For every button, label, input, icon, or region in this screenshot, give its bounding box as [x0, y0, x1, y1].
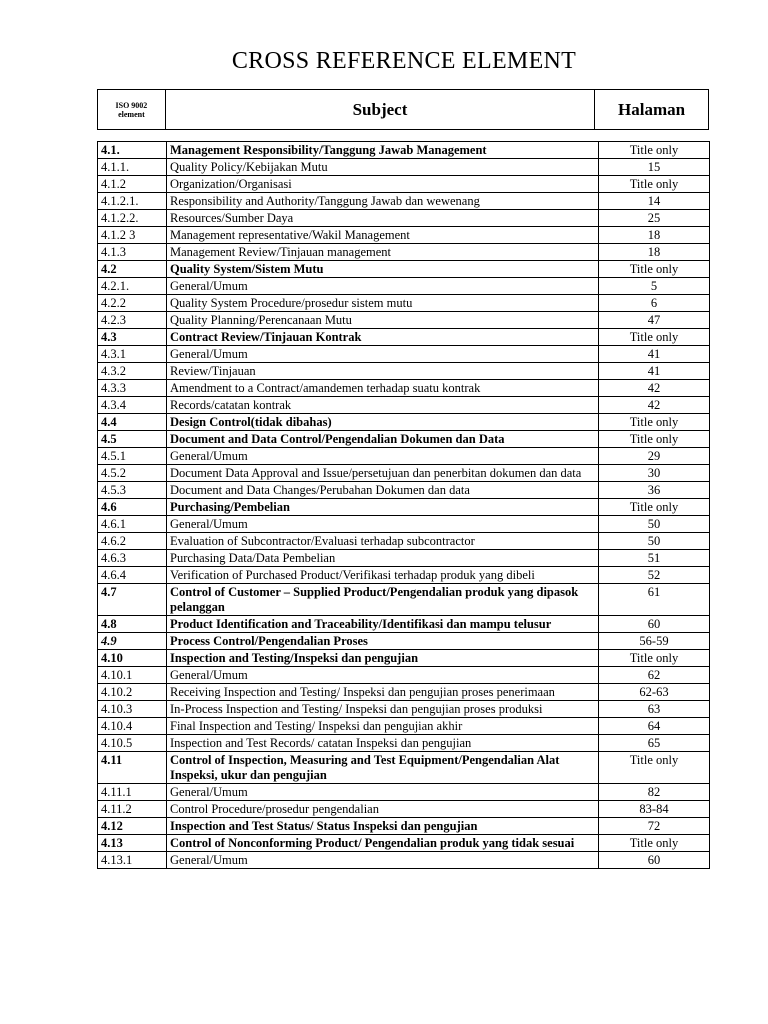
row-subject: Control Procedure/prosedur pengendalian	[167, 801, 599, 818]
row-page: 25	[599, 210, 710, 227]
row-number: 4.1.2 3	[98, 227, 167, 244]
row-number: 4.12	[98, 818, 167, 835]
row-number: 4.1.2.1.	[98, 193, 167, 210]
row-number: 4.3.4	[98, 397, 167, 414]
row-subject: Document and Data Control/Pengendalian Dokumen dan Data	[167, 431, 599, 448]
table-row	[98, 482, 710, 499]
row-subject: In-Process Inspection and Testing/ Inspeksi dan pengujian proses produksi	[167, 701, 599, 718]
header-page: Halaman	[595, 90, 709, 130]
header-subject: Subject	[165, 90, 594, 130]
table-row	[98, 852, 710, 869]
row-subject: Review/Tinjauan	[167, 363, 599, 380]
row-page: 42	[599, 397, 710, 414]
row-page: 50	[599, 533, 710, 550]
row-number: 4.6	[98, 499, 167, 516]
row-subject: Quality Policy/Kebijakan Mutu	[167, 159, 599, 176]
row-subject: Design Control(tidak dibahas)	[167, 414, 599, 431]
row-subject: Records/catatan kontrak	[167, 397, 599, 414]
row-number: 4.6.3	[98, 550, 167, 567]
row-page: 62-63	[599, 684, 710, 701]
row-page: Title only	[599, 835, 710, 852]
row-page: 5	[599, 278, 710, 295]
row-page: 52	[599, 567, 710, 584]
row-page: 56-59	[599, 633, 710, 650]
row-page: Title only	[599, 499, 710, 516]
row-subject: General/Umum	[167, 852, 599, 869]
row-number: 4.1.3	[98, 244, 167, 261]
row-page: 60	[599, 616, 710, 633]
row-number: 4.9	[98, 633, 167, 650]
table-row	[98, 718, 710, 735]
table-row	[98, 784, 710, 801]
row-number: 4.2.2	[98, 295, 167, 312]
table-row	[98, 193, 710, 210]
row-subject: Document and Data Changes/Perubahan Dokumen dan data	[167, 482, 599, 499]
table-row	[98, 261, 710, 278]
row-subject: Resources/Sumber Daya	[167, 210, 599, 227]
table-row	[98, 735, 710, 752]
table-row	[98, 616, 710, 633]
row-page: 51	[599, 550, 710, 567]
table-row	[98, 684, 710, 701]
row-subject: Document Data Approval and Issue/persetujuan dan penerbitan dokumen dan data	[167, 465, 599, 482]
row-page: Title only	[599, 142, 710, 159]
table-row	[98, 414, 710, 431]
table-row	[98, 633, 710, 650]
row-number: 4.3.1	[98, 346, 167, 363]
header-element-line1: ISO 9002	[115, 100, 148, 110]
table-row	[98, 465, 710, 482]
row-subject: Control of Nonconforming Product/ Pengendalian produk yang tidak sesuai	[167, 835, 599, 852]
row-page: 60	[599, 852, 710, 869]
row-number: 4.3.2	[98, 363, 167, 380]
row-page: Title only	[599, 650, 710, 667]
table-row	[98, 295, 710, 312]
row-page: Title only	[599, 261, 710, 278]
cross-reference-table	[97, 141, 710, 869]
row-page: Title only	[599, 329, 710, 346]
row-number: 4.10	[98, 650, 167, 667]
row-number: 4.3	[98, 329, 167, 346]
table-row	[98, 584, 710, 616]
row-number: 4.11	[98, 752, 167, 784]
table-row	[98, 516, 710, 533]
row-page: 29	[599, 448, 710, 465]
table-row	[98, 329, 710, 346]
header-row	[98, 90, 709, 130]
row-page: 50	[599, 516, 710, 533]
table-row	[98, 278, 710, 295]
row-subject: Process Control/Pengendalian Proses	[167, 633, 599, 650]
header-element-cell	[98, 90, 166, 130]
row-subject: Purchasing Data/Data Pembelian	[167, 550, 599, 567]
table-row	[98, 159, 710, 176]
table-row	[98, 312, 710, 329]
table-row	[98, 142, 710, 159]
row-subject: General/Umum	[167, 278, 599, 295]
row-number: 4.4	[98, 414, 167, 431]
row-page: 18	[599, 244, 710, 261]
row-subject: Evaluation of Subcontractor/Evaluasi terhadap subcontractor	[167, 533, 599, 550]
table-row	[98, 227, 710, 244]
header-table	[97, 89, 709, 130]
row-subject: Final Inspection and Testing/ Inspeksi dan pengujian akhir	[167, 718, 599, 735]
row-number: 4.10.2	[98, 684, 167, 701]
row-subject: General/Umum	[167, 516, 599, 533]
row-number: 4.2.3	[98, 312, 167, 329]
row-subject: Inspection and Test Status/ Status Inspeksi dan pengujian	[167, 818, 599, 835]
row-page: 72	[599, 818, 710, 835]
table-row	[98, 667, 710, 684]
row-number: 4.6.1	[98, 516, 167, 533]
row-subject: Control of Customer – Supplied Product/Pengendalian produk yang dipasok pelanggan	[167, 584, 599, 616]
table-row	[98, 818, 710, 835]
row-number: 4.6.2	[98, 533, 167, 550]
table-row	[98, 701, 710, 718]
row-subject: Purchasing/Pembelian	[167, 499, 599, 516]
row-page: Title only	[599, 176, 710, 193]
row-page: 64	[599, 718, 710, 735]
row-subject: General/Umum	[167, 784, 599, 801]
table-row	[98, 835, 710, 852]
row-page: 14	[599, 193, 710, 210]
row-number: 4.5	[98, 431, 167, 448]
row-subject: Responsibility and Authority/Tanggung Jawab dan wewenang	[167, 193, 599, 210]
row-page: 30	[599, 465, 710, 482]
row-page: 15	[599, 159, 710, 176]
row-page: 83-84	[599, 801, 710, 818]
row-subject: Quality System Procedure/prosedur sistem mutu	[167, 295, 599, 312]
row-subject: Quality System/Sistem Mutu	[167, 261, 599, 278]
table-row	[98, 176, 710, 193]
row-number: 4.1.1.	[98, 159, 167, 176]
table-row	[98, 752, 710, 784]
row-page: 6	[599, 295, 710, 312]
row-number: 4.8	[98, 616, 167, 633]
row-page: 18	[599, 227, 710, 244]
row-subject: Contract Review/Tinjauan Kontrak	[167, 329, 599, 346]
page-title: CROSS REFERENCE ELEMENT	[231, 48, 577, 74]
row-number: 4.6.4	[98, 567, 167, 584]
header-element-line2: element	[118, 109, 145, 119]
row-number: 4.1.2	[98, 176, 167, 193]
row-page: 65	[599, 735, 710, 752]
row-subject: Verification of Purchased Product/Verifikasi terhadap produk yang dibeli	[167, 567, 599, 584]
table-body	[98, 142, 710, 869]
row-number: 4.1.2.2.	[98, 210, 167, 227]
table-row	[98, 363, 710, 380]
row-number: 4.5.3	[98, 482, 167, 499]
row-subject: Management Responsibility/Tanggung Jawab Management	[167, 142, 599, 159]
row-page: 47	[599, 312, 710, 329]
row-number: 4.7	[98, 584, 167, 616]
table-row	[98, 210, 710, 227]
row-number: 4.13	[98, 835, 167, 852]
table-row	[98, 533, 710, 550]
row-subject: Management representative/Wakil Management	[167, 227, 599, 244]
table-row	[98, 380, 710, 397]
table-row	[98, 567, 710, 584]
table-row	[98, 448, 710, 465]
row-number: 4.10.5	[98, 735, 167, 752]
row-number: 4.11.1	[98, 784, 167, 801]
row-subject: Inspection and Testing/Inspeksi dan pengujian	[167, 650, 599, 667]
row-number: 4.11.2	[98, 801, 167, 818]
row-page: Title only	[599, 431, 710, 448]
row-subject: Product Identification and Traceability/Identifikasi dan mampu telusur	[167, 616, 599, 633]
table-row	[98, 801, 710, 818]
row-subject: Quality Planning/Perencanaan Mutu	[167, 312, 599, 329]
table-row	[98, 431, 710, 448]
row-number: 4.2	[98, 261, 167, 278]
row-page: 82	[599, 784, 710, 801]
row-number: 4.13.1	[98, 852, 167, 869]
row-page: Title only	[599, 414, 710, 431]
table-row	[98, 550, 710, 567]
row-subject: Receiving Inspection and Testing/ Inspeksi dan pengujian proses penerimaan	[167, 684, 599, 701]
row-number: 4.3.3	[98, 380, 167, 397]
row-number: 4.10.3	[98, 701, 167, 718]
row-number: 4.2.1.	[98, 278, 167, 295]
table-row	[98, 499, 710, 516]
row-subject: Amendment to a Contract/amandemen terhadap suatu kontrak	[167, 380, 599, 397]
row-page: 63	[599, 701, 710, 718]
row-page: 42	[599, 380, 710, 397]
row-page: 61	[599, 584, 710, 616]
row-subject: General/Umum	[167, 448, 599, 465]
row-page: 62	[599, 667, 710, 684]
row-page: 41	[599, 346, 710, 363]
row-number: 4.1.	[98, 142, 167, 159]
row-number: 4.5.1	[98, 448, 167, 465]
table-row	[98, 244, 710, 261]
row-subject: Inspection and Test Records/ catatan Inspeksi dan pengujian	[167, 735, 599, 752]
row-number: 4.5.2	[98, 465, 167, 482]
row-page: Title only	[599, 752, 710, 784]
row-page: 36	[599, 482, 710, 499]
row-number: 4.10.4	[98, 718, 167, 735]
row-subject: Management Review/Tinjauan management	[167, 244, 599, 261]
row-page: 41	[599, 363, 710, 380]
table-row	[98, 397, 710, 414]
table-row	[98, 650, 710, 667]
row-subject: General/Umum	[167, 667, 599, 684]
row-subject: Organization/Organisasi	[167, 176, 599, 193]
row-subject: Control of Inspection, Measuring and Test Equipment/Pengendalian Alat Inspeksi, ukur dan pengujian	[167, 752, 599, 784]
table-row	[98, 346, 710, 363]
row-number: 4.10.1	[98, 667, 167, 684]
row-subject: General/Umum	[167, 346, 599, 363]
